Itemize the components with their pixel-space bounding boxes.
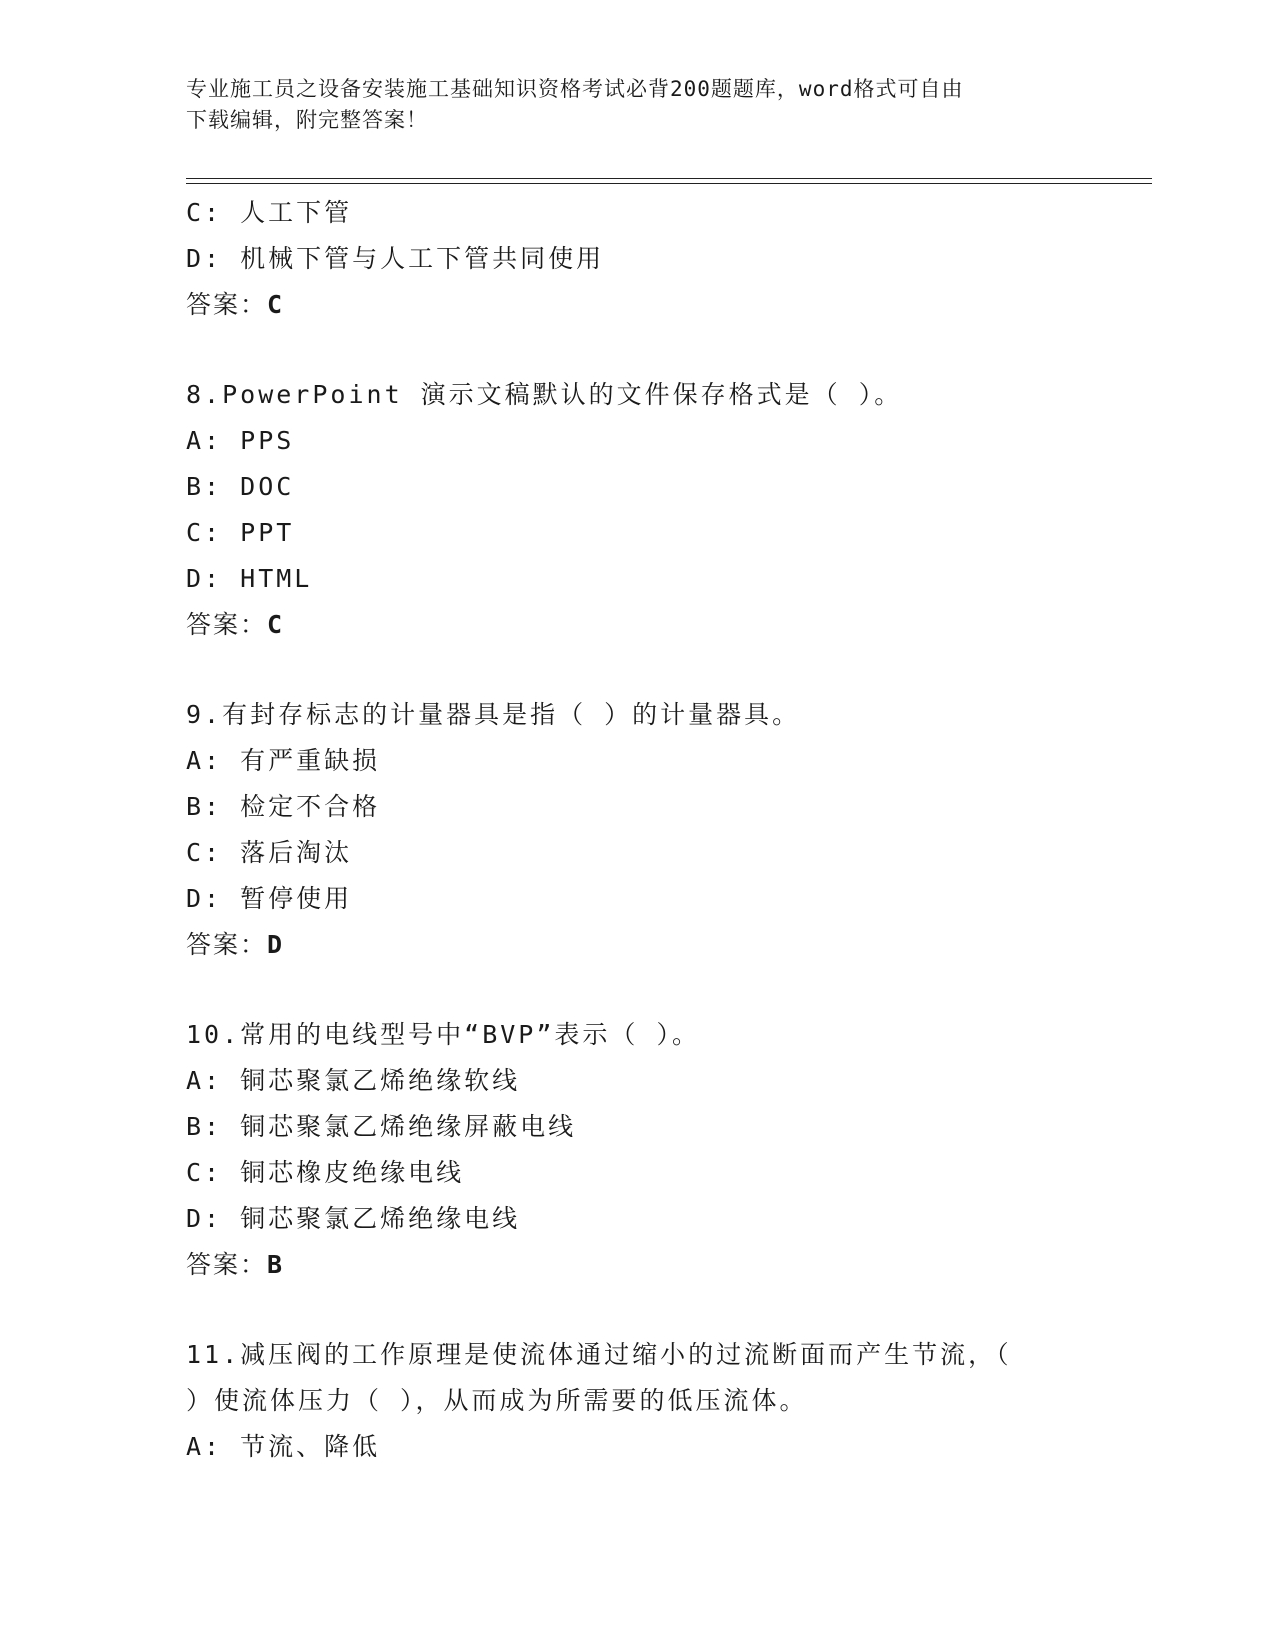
document-header: [186, 74, 1066, 136]
option-c: C: 落后淘汰: [186, 838, 353, 867]
option-a: A: 有严重缺损: [186, 746, 381, 775]
option-a: A: PPS: [186, 426, 295, 455]
answer-line: [186, 922, 1086, 968]
option-b: B: 检定不合格: [186, 792, 381, 821]
header-line-1: 专业施工员之设备安装施工基础知识资格考试必背200题题库，word格式可自由: [186, 77, 964, 101]
answer-value: B: [267, 1250, 284, 1279]
answer-line: [186, 602, 1086, 648]
option-b: B: DOC: [186, 472, 295, 501]
option-d: D: 暂停使用: [186, 884, 353, 913]
question-list: [186, 190, 1086, 1470]
question-stem-continued: ）使流体压力（ ），从而成为所需要的低压流体。: [186, 1386, 808, 1415]
header-line-2: 下载编辑，附完整答案！: [186, 108, 428, 132]
option-d: D: 机械下管与人工下管共同使用: [186, 244, 605, 273]
question-10: [186, 1012, 1086, 1288]
answer-label: 答案：: [186, 290, 268, 319]
question-7-continuation: [186, 190, 1086, 328]
question-11: [186, 1332, 1086, 1470]
option-a: A: 铜芯聚氯乙烯绝缘软线: [186, 1066, 521, 1095]
answer-value: C: [267, 610, 284, 639]
question-stem: 10.常用的电线型号中“BVP”表示（ ）。: [186, 1020, 700, 1049]
option-c: C: PPT: [186, 518, 295, 547]
answer-label: 答案：: [186, 1250, 268, 1279]
answer-line: [186, 282, 1086, 328]
header-divider-top: [186, 178, 1152, 179]
question-9: [186, 692, 1086, 968]
option-a: A: 节流、降低: [186, 1432, 381, 1461]
answer-value: C: [267, 290, 284, 319]
header-divider-bottom: [186, 183, 1152, 184]
option-b: B: 铜芯聚氯乙烯绝缘屏蔽电线: [186, 1112, 577, 1141]
question-stem: 9.有封存标志的计量器具是指（ ）的计量器具。: [186, 700, 801, 729]
answer-label: 答案：: [186, 930, 268, 959]
answer-label: 答案：: [186, 610, 268, 639]
question-stem: 8.PowerPoint 演示文稿默认的文件保存格式是（ ）。: [186, 380, 903, 409]
question-8: [186, 372, 1086, 648]
answer-value: D: [267, 930, 284, 959]
answer-line: [186, 1242, 1086, 1288]
question-stem: 11.减压阀的工作原理是使流体通过缩小的过流断面而产生节流，（: [186, 1340, 1012, 1369]
option-c: C: 人工下管: [186, 198, 353, 227]
option-c: C: 铜芯橡皮绝缘电线: [186, 1158, 465, 1187]
option-d: D: HTML: [186, 564, 313, 593]
option-d: D: 铜芯聚氯乙烯绝缘电线: [186, 1204, 521, 1233]
